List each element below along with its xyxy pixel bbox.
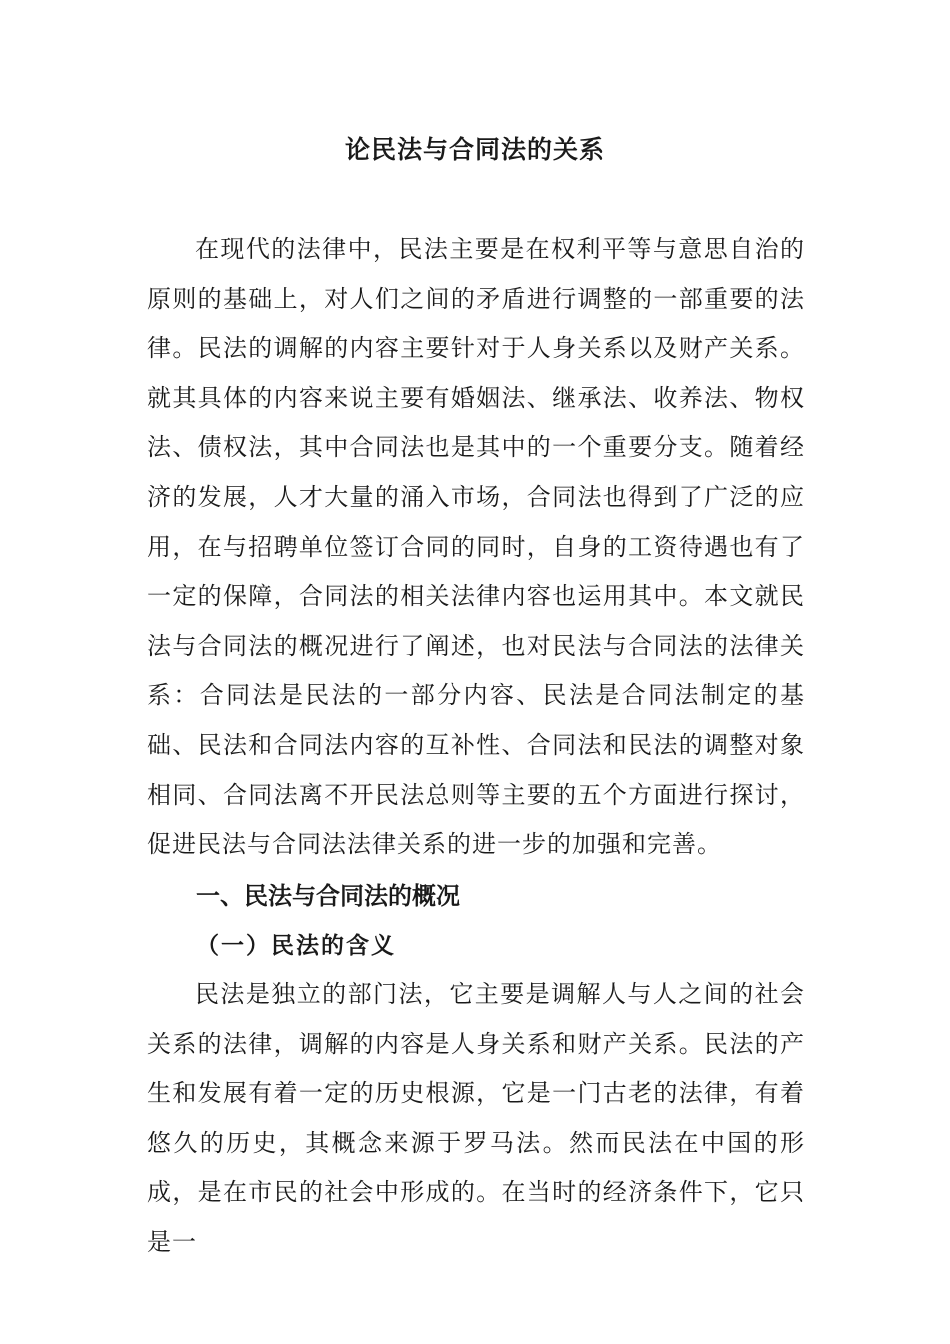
- document-title: 论民法与合同法的关系: [344, 135, 605, 164]
- subsection-heading-civil-law-meaning: （一）民法的含义: [196, 932, 396, 959]
- section-heading-overview: 一、民法与合同法的概况: [196, 882, 460, 910]
- civil-law-meaning-paragraph: 民法是独立的部门法，它主要是调解人与人之间的社会关系的法律，调解的内容是人身关系和财产关系。民法的产生和发展有着一定的历史根源，它是一门古老的法律，有着悠久的历史，其概念来源于罗马法。然而民法在中国的形成，是在市民的社会中形成的。在当时的经济条件下，它只是一: [147, 980, 805, 1256]
- intro-paragraph: 在现代的法律中，民法主要是在权利平等与意思自治的原则的基础上，对人们之间的矛盾进行调整的一部重要的法律。民法的调解的内容主要针对于人身关系以及财产关系。就其具体的内容来说主要有婚姻法、继承法、收养法、物权法、债权法，其中合同法也是其中的一个重要分支。随着经济的发展，人才大量的涌入市场，合同法也得到了广泛的应用，在与招聘单位签订合同的同时，自身的工资待遇也有了一定的保障，合同法的相关法律内容也运用其中。本文就民法与合同法的概况进行了阐述，也对民法与合同法的法律关系：合同法是民法的一部分内容、民法是合同法制定的基础、民法和合同法内容的互补性、合同法和民法的调整对象相同、合同法离不开民法总则等主要的五个方面进行探讨，促进民法与合同法法律关系的进一步的加强和完善。: [147, 235, 805, 859]
